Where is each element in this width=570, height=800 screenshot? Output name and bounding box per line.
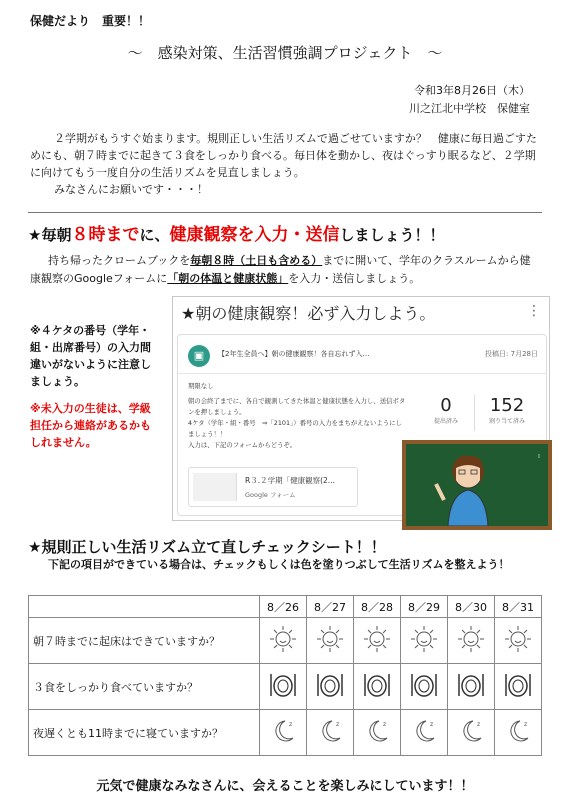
issue-date: 令和3年8月26日（木） <box>414 84 530 97</box>
deadline-text: 期限なし <box>188 382 214 390</box>
more-icon[interactable]: ⋮ <box>527 303 541 319</box>
assigned-count: 152 <box>489 395 525 416</box>
meal-icon[interactable] <box>354 664 401 710</box>
sun-icon[interactable] <box>260 618 307 664</box>
question-sleep: 夜遅くとも11時までに寝ていますか？ <box>29 710 260 756</box>
side-note-number: ※４ケタの番号（学年・組・出席番号）の入力間違いがないように注意しましょう。 <box>30 324 151 388</box>
submitted-stat <box>426 395 466 425</box>
date-header: 8／27 <box>307 596 354 618</box>
sun-icon[interactable] <box>401 618 448 664</box>
date-header: 8／28 <box>354 596 401 618</box>
emphasis-text: 「朝の体温と健康状態」 <box>167 272 289 285</box>
body-line: 4ケタ（学年・組・番号 ⇒「2101」）番号の入力をまちがえないようにしましょう！！ <box>188 419 402 438</box>
intro-request: みなさんにお願いです・・・！ <box>54 183 208 196</box>
post-date: 投稿日: 7月28日 <box>485 350 538 358</box>
table-row <box>29 710 542 756</box>
assignment-body <box>188 381 406 451</box>
intro-text: ２学期がもうすぐ始まります。規則正しい生活リズムで過ごせていますか？ 健康に毎日過ごすためにも、朝７時までに起きて３食をしっかり食べる。毎日体を動かし、夜はぐっすり眠るなど、２学期に向けてもう一度自分の生活リズムを見直しましょう。 <box>30 132 537 179</box>
date-header: 8／31 <box>495 596 542 618</box>
meal-icon[interactable] <box>401 664 448 710</box>
moon-icon[interactable] <box>401 710 448 756</box>
header-blank <box>29 596 260 618</box>
meal-icon[interactable] <box>307 664 354 710</box>
date-block <box>409 82 530 118</box>
intro-paragraph <box>30 130 540 198</box>
side-note-warning: ※未入力の生徒は、学級担任から連絡があるかもしれません。 <box>30 402 151 449</box>
svg-text:z: z <box>289 721 293 728</box>
svg-text:z: z <box>383 721 387 728</box>
divider <box>28 212 542 213</box>
heading-part: 毎朝 <box>41 226 72 244</box>
google-form-attachment[interactable] <box>188 467 358 507</box>
heading-part: 健康観察を入力・送信 <box>169 225 340 245</box>
closing-message: 元気で健康なみなさんに、会えることを楽しみにしています！！ <box>96 779 474 794</box>
svg-text:z: z <box>430 721 434 728</box>
sun-icon[interactable] <box>495 618 542 664</box>
assignment-title[interactable]: 【2年生全員へ】朝の健康観察！各自忘れず入… <box>218 350 370 358</box>
teacher-illustration <box>406 444 548 526</box>
meal-icon[interactable] <box>495 664 542 710</box>
form-type: Google フォーム <box>245 491 296 499</box>
table-row <box>29 664 542 710</box>
check-table <box>28 595 542 756</box>
svg-text:z: z <box>524 721 528 728</box>
table-header-row <box>29 596 542 618</box>
sun-icon[interactable] <box>307 618 354 664</box>
text-part: を入力・送信しましょう。 <box>288 272 421 285</box>
heading-part: に、 <box>139 226 170 244</box>
instruction-paragraph <box>30 252 540 288</box>
newsletter-header: 保健だより 重要！！ <box>30 14 151 28</box>
svg-text:z: z <box>336 721 340 728</box>
meal-icon[interactable] <box>260 664 307 710</box>
assigned-label: 割り当て済み <box>488 418 525 425</box>
sun-icon[interactable] <box>354 618 401 664</box>
text-part: までに開いて、学年のクラスルームから健康観察のGoogleフォームに <box>30 254 531 285</box>
moon-icon[interactable] <box>307 710 354 756</box>
question-wake: 朝７時までに起床はできていますか？ <box>29 618 260 664</box>
sun-icon[interactable] <box>448 618 495 664</box>
svg-text:z: z <box>477 721 481 728</box>
moon-icon[interactable] <box>260 710 307 756</box>
body-line: 朝の会終了までに、各自で観測してきた体温と健康状態を入力し、送信ボタンを押しましょう。 <box>188 397 406 416</box>
heading-part: しましょう！！ <box>339 226 445 244</box>
date-header: 8／29 <box>401 596 448 618</box>
chalkboard-illustration <box>402 440 552 530</box>
emphasis-text: 毎朝８時（土日も含める） <box>190 254 323 267</box>
section1-heading <box>28 220 445 245</box>
checksheet-instruction: 下記の項目ができている場合は、チェックもしくは色を塗りつぶして生活リズムを整えよう！ <box>48 558 510 571</box>
meal-icon[interactable] <box>448 664 495 710</box>
text-part: 持ち帰ったクロームブックを <box>48 254 191 267</box>
question-meals: ３食をしっかり食べていますか？ <box>29 664 260 710</box>
table-row <box>29 618 542 664</box>
screenshot-title: ★朝の健康観察！必ず入力しよう。 <box>181 304 436 323</box>
moon-icon[interactable] <box>354 710 401 756</box>
submitted-count: 0 <box>440 395 452 416</box>
date-header: 8／26 <box>260 596 307 618</box>
assigned-stat <box>482 395 532 425</box>
body-line: 入力は、下記のフォームからどうぞ。 <box>188 441 297 449</box>
card-divider <box>178 373 546 374</box>
moon-icon[interactable] <box>448 710 495 756</box>
section2-heading: ★規則正しい生活リズム立て直しチェックシート！！ <box>28 538 386 556</box>
page-title: 〜 感染対策、生活習慣強調プロジェクト 〜 <box>127 44 443 62</box>
moon-icon[interactable] <box>495 710 542 756</box>
form-thumbnail <box>193 473 237 501</box>
school-name: 川之江北中学校 保健室 <box>409 102 530 115</box>
form-name: R３.２学期「健康観察(2... <box>245 476 335 485</box>
star-mark: ★ <box>28 226 42 244</box>
heading-part: ８時まで <box>71 225 140 245</box>
stat-divider <box>474 395 475 431</box>
date-header: 8／30 <box>448 596 495 618</box>
assignment-icon: ▣ <box>188 345 210 367</box>
svg-text:Ⅰ: Ⅰ <box>538 454 540 460</box>
submitted-label: 提出済み <box>433 418 458 425</box>
